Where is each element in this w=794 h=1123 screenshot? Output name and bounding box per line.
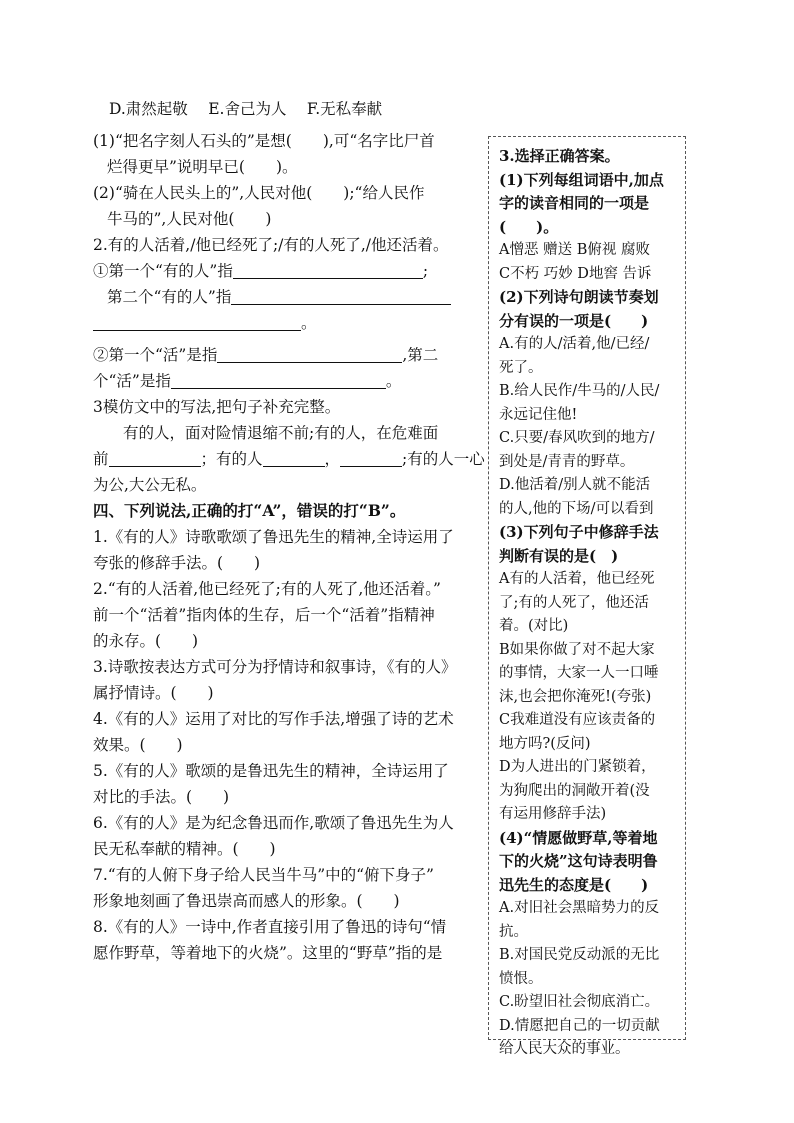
answer-blank[interactable] (171, 372, 386, 389)
answer-blank[interactable] (340, 450, 402, 467)
item6-line2: 民无私奉献的精神。( ) (93, 840, 276, 858)
item1-line2: 夸张的修辞手法。( ) (93, 554, 261, 572)
rq1-line1: (1)下列每组词语中,加点 (499, 170, 664, 189)
s2-blank-c: ②第一个“活”是指 ,第二 (93, 346, 439, 364)
rq1-option-ab: A憎恶 赠送 B俯视 腐败 (499, 242, 650, 258)
rq3-option-a2: 了;有的人死了，他还活 (499, 594, 649, 611)
s2-sentence: 2.有的人活着,/他已经死了;/有的人死了,/他还活着。 (93, 236, 449, 254)
rq3-option-c1: C我难道没有应该责备的 (499, 712, 656, 728)
rq4-option-d2: 给人民大众的事业。 (499, 1041, 630, 1057)
rq3-option-b1: B如果你做了对不起大家 (499, 641, 655, 658)
answer-blank[interactable] (233, 262, 423, 279)
rq3-option-d1: D为人进出的门紧锁着， (499, 759, 656, 775)
rq2-line1: (2)下列诗句朗读节奏划 (499, 288, 659, 306)
rq2-option-a1: A.有的人/活着,他/已经/ (499, 336, 650, 352)
item8-line1: 8.《有的人》一诗中,作者直接引用了鲁迅的诗句“情 (93, 918, 447, 936)
s2-blank-a: ①第一个“有的人”指 ; (93, 262, 429, 280)
rq4-option-b1: B.对国民党反动派的无比 (499, 947, 660, 963)
item4-line1: 4.《有的人》运用了对比的写作手法,增强了诗的艺术 (93, 710, 454, 728)
rq1-line2: 字的读音相同的一项是 (499, 194, 650, 212)
rq1-option-cd: C不朽 巧妙 D地窖 告诉 (499, 265, 652, 282)
s3-line2: 前 ；有的人 ， ;有的人一心 (93, 450, 485, 468)
rq3-option-b2: 的事情，大家一人一口唾 (499, 665, 659, 681)
rq2-option-b1: B.给人民作/牛马的/人民/ (499, 383, 660, 399)
item3-line2: 属抒情诗。( ) (93, 684, 214, 702)
rq4-line1: (4)“情愿做野草,等着地 (499, 828, 658, 847)
rq2-line2: 分有误的一项是( ) (499, 311, 649, 330)
s3-instruction: 3模仿文中的写法,把句子补充完整。 (93, 398, 341, 416)
item5-line2: 对比的手法。( ) (93, 788, 230, 806)
rq1-line3: ( )。 (499, 217, 559, 236)
left-column (93, 96, 485, 966)
right-heading: 3.选择正确答案。 (499, 147, 620, 165)
q1-line2: 烂得更早”说明早已( )。 (107, 158, 298, 176)
answer-blank[interactable] (93, 314, 301, 331)
rq2-option-c2: 到处是/青青的野草。 (499, 453, 635, 470)
rq4-line3: 迅先生的态度是( ) (499, 875, 649, 894)
item7-line1: 7.“有的人俯下身子给人民当牛马”中的“俯下身子” (93, 866, 434, 884)
item1-line1: 1.《有的人》诗歌歌颂了鲁迅先生的精神,全诗运用了 (93, 528, 454, 546)
answer-blank[interactable] (109, 450, 201, 467)
rq3-option-c2: 地方吗?(反问) (499, 735, 591, 752)
rq4-option-b2: 愤恨。 (499, 970, 543, 987)
s3-line3: 为公,大公无私。 (93, 476, 207, 494)
s2-blank-b-cont: 。 (93, 310, 478, 336)
q2-line1: (2)“骑在人民头上的”,人民对他( );“给人民作 (93, 184, 425, 202)
item4-line2: 效果。( ) (93, 736, 183, 754)
rq2-option-c1: C.只要/春风吹到的地方/ (499, 430, 655, 446)
s3-line1: 有的人，面对险情退缩不前;有的人，在危难面 (123, 424, 439, 442)
answer-blank[interactable] (263, 450, 325, 467)
item2-line1: 2.“有的人活着,他已经死了;有的人死了,他还活着。” (93, 580, 441, 598)
answer-blank[interactable] (231, 288, 451, 305)
rq2-option-b2: 永远记住他! (499, 406, 578, 423)
rq2-option-a2: 死了。 (499, 359, 543, 376)
rq3-option-d2: 为狗爬出的洞敞开着(没 (499, 782, 650, 799)
rq2-option-d1: D.他活着/别人就不能活 (499, 477, 651, 493)
item5-line1: 5.《有的人》歌颂的是鲁迅先生的精神，全诗运用了 (93, 762, 449, 780)
item2-line3: 的永存。( ) (93, 632, 199, 650)
item8-line2: 愿作野草，等着地下的火烧”。这里的“野草”指的是 (93, 944, 443, 962)
q1-line1: (1)“把名字刻人石头的”是想( ),可“名字比尸首 (93, 132, 435, 150)
rq3-option-a3: 着。(对比) (499, 618, 569, 634)
rq4-option-a1: A.对旧社会黑暗势力的反 (499, 900, 660, 916)
q2-line2: 牛马的”,人民对他( ) (107, 210, 272, 228)
item7-line2: 形象地刻画了鲁迅崇高而感人的形象。( ) (93, 892, 400, 910)
rq3-option-a1: A有的人活着，他已经死 (499, 571, 655, 587)
s2-blank-b: 第二个“有的人”指 (93, 284, 478, 310)
rq4-option-d1: D.情愿把自己的一切贡献 (499, 1017, 660, 1034)
rq4-option-c: C.盼望旧社会彻底消亡。 (499, 994, 660, 1010)
item6-line1: 6.《有的人》是为纪念鲁迅而作,歌颂了鲁迅先生为人 (93, 814, 454, 832)
rq3-line1: (3)下列句子中修辞手法 (499, 523, 659, 541)
rq3-option-b3: 沫,也会把你淹死!(夸张) (499, 688, 652, 705)
item2-line2: 前一个“活着”指肉体的生存，后一个“活着”指精神 (93, 606, 435, 624)
rq4-option-a2: 抗。 (499, 923, 528, 940)
section-4-title: 四、下列说法,正确的打“A”，错误的打“B”。 (93, 501, 406, 520)
s2-blank-d: 个“活”是指 。 (93, 372, 402, 390)
rq2-option-d2: 的人,他的下场/可以看到 (499, 500, 654, 517)
word-options: D.肃然起敬 E.舍己为人 F.无私奉献 (109, 100, 383, 118)
rq3-option-d3: 有运用修辞手法) (499, 806, 607, 822)
right-question-box (488, 136, 686, 1057)
item3-line1: 3.诗歌按表达方式可分为抒情诗和叙事诗，《有的人》 (93, 658, 457, 676)
rq4-line2: 下的火烧”这句诗表明鲁 (499, 852, 658, 870)
rq3-line2: 判断有误的是( ) (499, 546, 619, 565)
answer-blank[interactable] (217, 346, 402, 363)
